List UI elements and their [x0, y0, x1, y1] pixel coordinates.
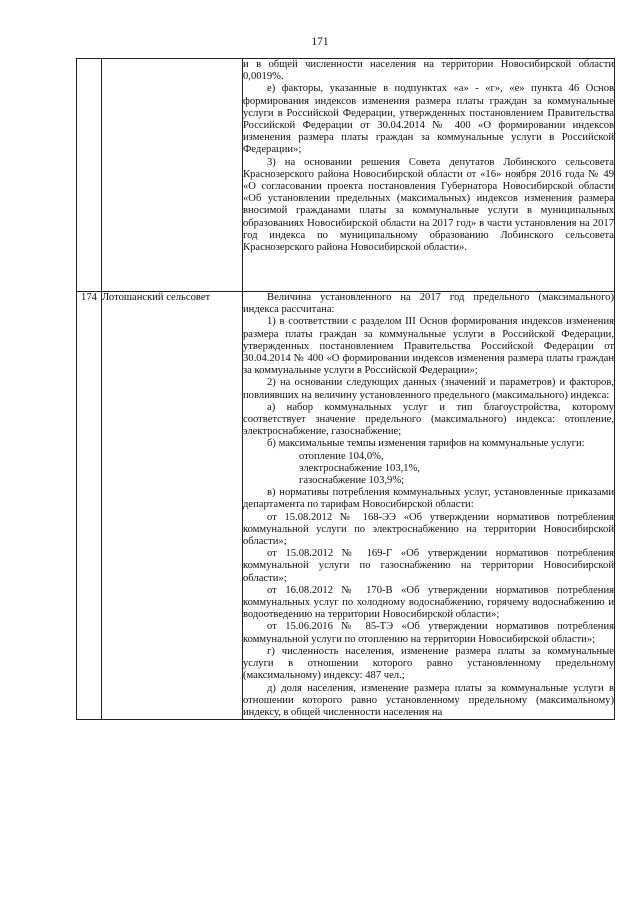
paragraph: от 15.06.2016 № 85-ТЭ «Об утверждении нормативов потребления коммунальной услуги по отоплению на территории Новосибирской области»;: [243, 621, 614, 645]
paragraph: 1) в соответствии с разделом III Основ формирования индексов изменения размера платы граждан за коммунальные услуги в Российской Федерации, утвержденных постановлением Правительства Российской Федерации от 30.04.2014 № 400 «О формировании индексов изменения размера платы граждан за коммунальные услуги в Российской Федерации»;: [243, 316, 614, 377]
municipality-name-cell: [102, 59, 243, 292]
paragraph: б) максимальные темпы изменения тарифов на коммунальные услуги:: [267, 438, 585, 450]
tariff-line: электроснабжение 103,1%,: [299, 462, 421, 474]
paragraph: д) доля населения, изменение размера платы за коммунальные услуги в отношении которого равно установленному предельному (максимальному) индексу, в общей численности населения на: [243, 682, 614, 718]
paragraph: в) нормативы потребления коммунальных услуг, установленные приказами департамента по тарифам Новосибирской области:: [243, 487, 614, 511]
document-table: [76, 58, 615, 720]
paragraph: от 15.08.2012 № 168-ЭЭ «Об утверждении нормативов потребления коммунальной услуги по электроснабжению на территории Новосибирской области»;: [243, 511, 614, 548]
paragraph: 2) на основании следующих данных (значений и параметров) и факторов, повлиявших на величину установленного предельного (максимального) индекса:: [243, 377, 614, 401]
paragraph: 3) на основании решения Совета депутатов Лобинского сельсовета Краснозерского района Новосибирской области от «16» ноября 2016 года № 49 «О согласовании проекта постановления Губернатора Новосибирской области «Об установлении предельных (максимальных) индексов изменения размера вносимой гражданами платы за коммунальные услуги в муниципальных образованиях Новосибирской области на 2017 год» в части установления на 2017 год индекса по муниципальному образованию Лобинского сельсовета Краснозерского района Новосибирской области».: [243, 156, 614, 254]
row-number-cell: [77, 59, 102, 292]
paragraph: от 16.08.2012 № 170-В «Об утверждении нормативов потребления коммунальных услуг по холодному водоснабжению, горячему водоснабжению и водоотведению на территории Новосибирской области»;: [243, 584, 614, 621]
municipality-name-cell: Лотошанский сельсовет: [102, 292, 243, 720]
table-row: [77, 292, 615, 720]
table-row: [77, 59, 615, 292]
tariff-line: газоснабжение 103,9%;: [299, 475, 405, 487]
tariff-line: отопление 104,0%,: [299, 450, 384, 462]
paragraph: а) набор коммунальных услуг и тип благоустройства, которому соответствует значение предельного (максимального) индекса: отопление, электроснабжение, газоснабжение;: [243, 401, 614, 438]
paragraph: г) численность населения, изменение размера платы за коммунальные услуги в отношении которого равно установленному предельному (максимальному) индексу: 487 чел.;: [243, 645, 614, 682]
paragraph: е) факторы, указанные в подпунктах «а» - «г», «е» пункта 46 Основ формирования индексов изменения размера платы граждан за коммунальные услуги в Российской Федерации, утвержденных постановлением Правительства Российской Федерации от 30.04.2014 № 400 «О формировании индексов изменения размера платы граждан за коммунальные услуги в Российской Федерации»;: [243, 83, 614, 156]
paragraph: и в общей численности населения на территории Новосибирской области 0,0019%.: [243, 59, 614, 83]
page-number: 171: [311, 36, 329, 48]
row-number-cell: 174: [77, 292, 102, 720]
description-cell: [243, 59, 615, 292]
paragraph: Величина установленного на 2017 год предельного (максимального) индекса рассчитана:: [243, 292, 614, 316]
paragraph: от 15.08.2012 № 169-Г «Об утверждении нормативов потребления коммунальной услуги по газоснабжению на территории Новосибирской области»;: [243, 548, 614, 584]
description-cell: [243, 292, 615, 720]
